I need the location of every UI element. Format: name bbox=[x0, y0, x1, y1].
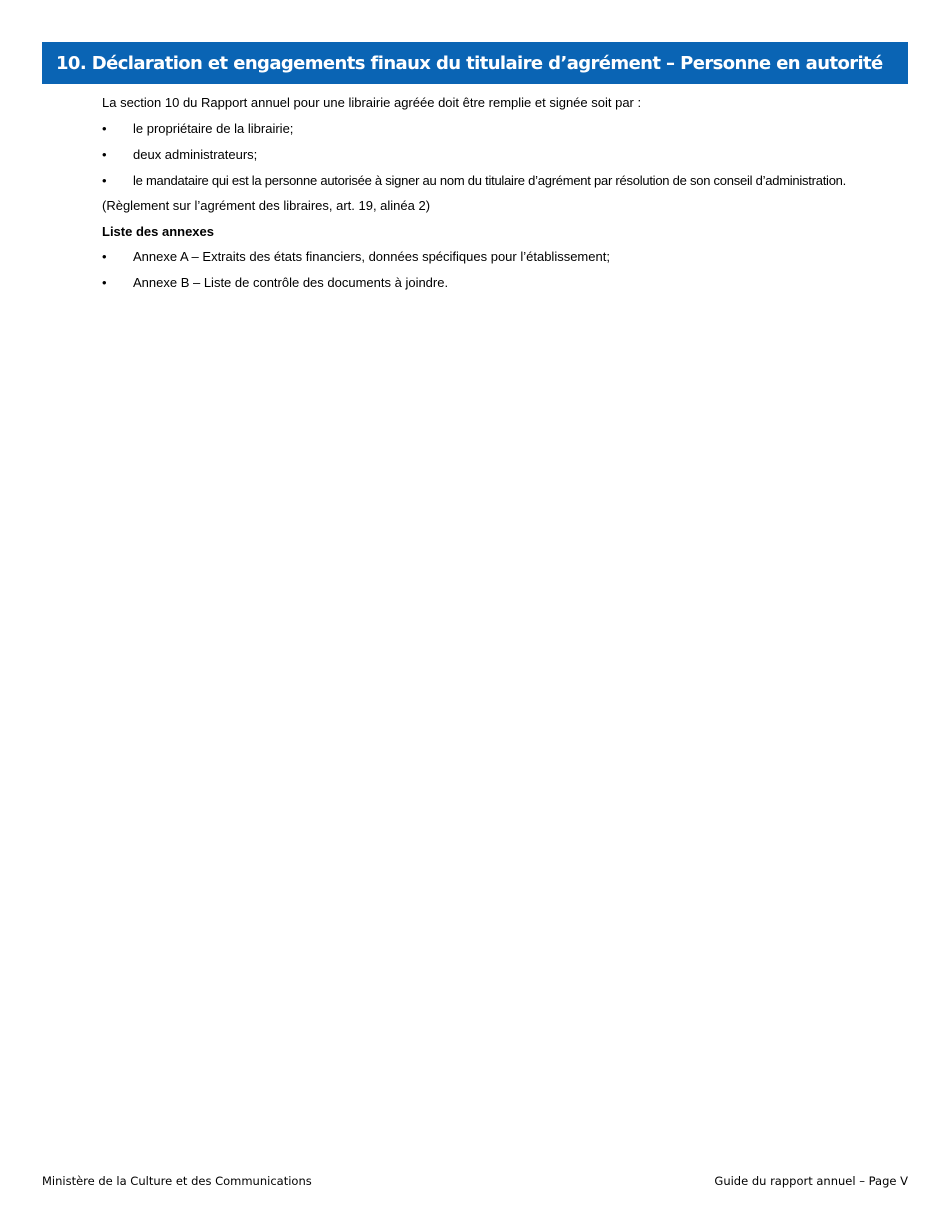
section-title: 10. Déclaration et engagements finaux du titulaire d’agrément – Personne en autorité bbox=[56, 52, 883, 74]
annexes-heading: Liste des annexes bbox=[102, 224, 214, 239]
bullet-icon: • bbox=[102, 147, 107, 162]
bullet-icon: • bbox=[102, 249, 107, 264]
section-header bbox=[42, 42, 908, 84]
footer-page-number: Guide du rapport annuel – Page V bbox=[714, 1174, 908, 1188]
list-item-text: Annexe B – Liste de contrôle des documents à joindre. bbox=[133, 275, 449, 290]
list-item-text: le mandataire qui est la personne autorisée à signer au nom du titulaire d’agrément par résolution de son conseil d’administration. bbox=[133, 173, 847, 188]
bullet-icon: • bbox=[102, 173, 107, 188]
list-item-text: le propriétaire de la librairie; bbox=[133, 121, 294, 136]
list-item-text: Annexe A – Extraits des états financiers, données spécifiques pour l’établissement; bbox=[133, 249, 610, 264]
footer-ministry: Ministère de la Culture et des Communications bbox=[42, 1174, 312, 1188]
intro-paragraph: La section 10 du Rapport annuel pour une librairie agréée doit être remplie et signée soit par : bbox=[102, 95, 642, 110]
list-item-text: deux administrateurs; bbox=[133, 147, 258, 162]
bullet-icon: • bbox=[102, 275, 107, 290]
bullet-icon: • bbox=[102, 121, 107, 136]
regulation-reference: (Règlement sur l’agrément des libraires, art. 19, alinéa 2) bbox=[102, 198, 431, 213]
